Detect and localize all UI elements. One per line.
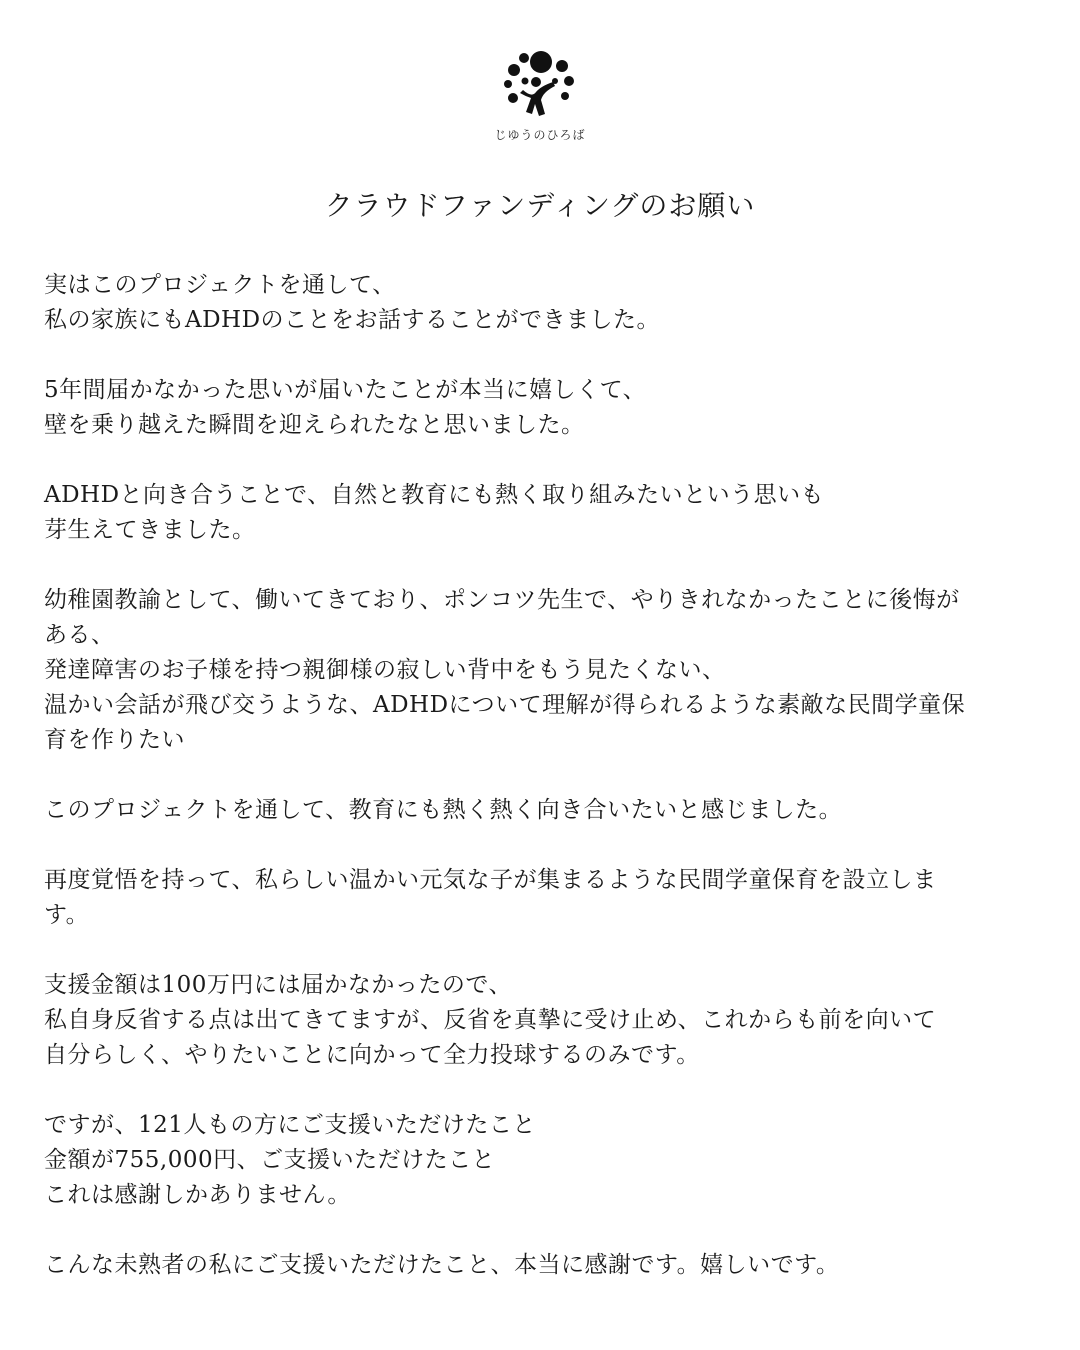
paragraph-line: 幼稚園教諭として、働いてきており、ポンコツ先生で、やりきれなかったことに後悔が: [44, 587, 960, 613]
paragraph-line: 発達障害のお子様を持つ親御様の寂しい背中をもう見たくない、: [44, 657, 726, 683]
paragraph-line: このプロジェクトを通して、教育にも熱く熱く向き合いたいと感じました。: [44, 797, 843, 823]
paragraph-line: 私の家族にもADHDのことをお話することができました。: [44, 307, 661, 333]
logo: [0, 48, 1080, 143]
page-title: クラウドファンディングのお願い: [324, 189, 756, 222]
paragraph-line: 温かい会話が飛び交うような、ADHDについて理解が得られるような素敵な民間学童保: [44, 692, 966, 718]
paragraph: [44, 373, 1044, 443]
paragraph-line: 支援金額は100万円には届かなかったので、: [44, 972, 512, 998]
paragraph-line: こんな未熟者の私にご支援いただけたこと、本当に感謝です。嬉しいです。: [44, 1252, 840, 1278]
message-body: [44, 268, 1044, 1318]
paragraph-line: これは感謝しかありません。: [44, 1182, 351, 1208]
paragraph: [44, 863, 1044, 933]
paragraph: [44, 1248, 1044, 1283]
paragraph: [44, 793, 1044, 828]
paragraph-line: ある、: [44, 622, 115, 648]
paragraph-line: 金額が755,000円、ご支援いただけたこと: [44, 1147, 496, 1173]
paragraph-line: 私自身反省する点は出てきてますが、反省を真摯に受け止め、これからも前を向いて: [44, 1007, 937, 1033]
paragraph: [44, 968, 1044, 1073]
paragraph-line: 実はこのプロジェクトを通して、: [44, 272, 396, 298]
paragraph: [44, 268, 1044, 338]
paragraph: [44, 1108, 1044, 1213]
paragraph-line: 芽生えてきました。: [44, 517, 256, 543]
child-with-circles-logo-icon: [499, 48, 581, 122]
paragraph: [44, 478, 1044, 548]
paragraph-line: ですが、121人もの方にご支援いただけたこと: [44, 1112, 536, 1138]
paragraph-line: 自分らしく、やりたいことに向かって全力投球するのみです。: [44, 1042, 700, 1068]
paragraph-line: 再度覚悟を持って、私らしい温かい元気な子が集まるような民間学童保育を設立しま: [44, 867, 937, 893]
logo-text: じゆうのひろば: [494, 128, 586, 142]
paragraph-line: す。: [44, 902, 90, 928]
paragraph-line: 壁を乗り越えた瞬間を迎えられたなと思いました。: [44, 412, 585, 438]
paragraph: [44, 583, 1044, 758]
paragraph-line: ADHDと向き合うことで、自然と教育にも熱く取り組みたいという思いも: [44, 482, 825, 508]
paragraph-line: 育を作りたい: [44, 727, 185, 753]
paragraph-line: 5年間届かなかった思いが届いたことが本当に嬉しくて、: [44, 377, 647, 403]
